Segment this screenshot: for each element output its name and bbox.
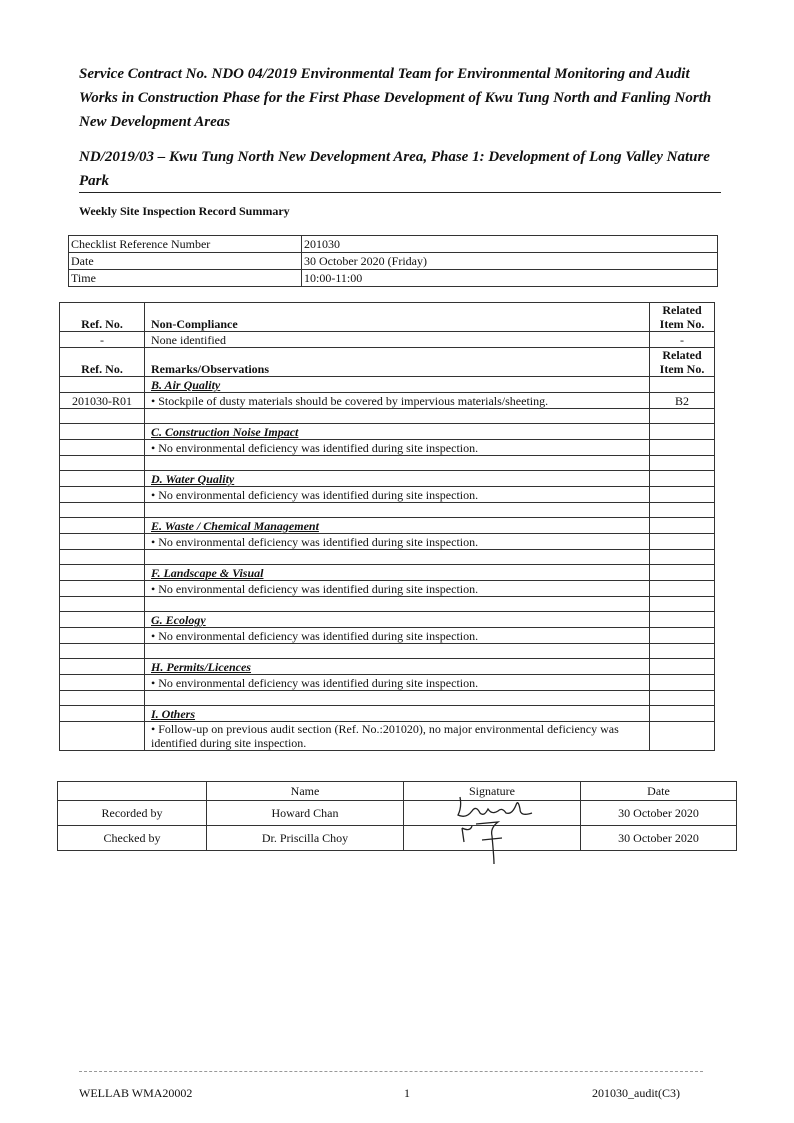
info-row-time — [69, 270, 718, 287]
observation-text: • Follow-up on previous audit section (Ref. No.:201020), no major environmental deficiency was identified during site inspection. — [145, 722, 650, 751]
observation-text: • No environmental deficiency was identified during site inspection. — [145, 675, 650, 691]
checked-name: Dr. Priscilla Choy — [207, 826, 404, 851]
recorded-name: Howard Chan — [207, 801, 404, 826]
time-value: 10:00-11:00 — [302, 270, 718, 287]
signoff-header-row — [58, 782, 737, 801]
spacer-row — [60, 550, 715, 565]
observation-ref — [60, 628, 145, 644]
category-title: C. Construction Noise Impact — [145, 424, 650, 440]
observations-table — [59, 302, 715, 751]
category-row — [60, 424, 715, 440]
observation-ref — [60, 440, 145, 456]
observation-row — [60, 581, 715, 597]
col-ref-header: Ref. No. — [60, 303, 145, 332]
col-ref-header: Ref. No. — [60, 348, 145, 377]
observation-related — [650, 487, 715, 503]
observation-ref — [60, 722, 145, 751]
observation-related — [650, 675, 715, 691]
category-title: I. Others — [145, 706, 650, 722]
project-subtitle: ND/2019/03 – Kwu Tung North New Development Area, Phase 1: Development of Long Valley Nature Park — [79, 149, 710, 189]
col-date-header: Date — [581, 782, 737, 801]
date-label: Date — [69, 253, 302, 270]
category-row — [60, 377, 715, 393]
observation-row — [60, 487, 715, 503]
observation-row — [60, 628, 715, 644]
category-row — [60, 706, 715, 722]
observation-ref — [60, 581, 145, 597]
info-row-date — [69, 253, 718, 270]
signature-choy — [454, 818, 534, 866]
observation-related: B2 — [650, 393, 715, 409]
observation-row — [60, 393, 715, 409]
observation-row — [60, 722, 715, 751]
checked-label: Checked by — [58, 826, 207, 851]
col-name-header: Name — [207, 782, 404, 801]
signoff-table — [57, 781, 737, 851]
observation-related — [650, 440, 715, 456]
observation-text: • No environmental deficiency was identified during site inspection. — [145, 487, 650, 503]
observation-text: • Stockpile of dusty materials should be covered by impervious materials/sheeting. — [145, 393, 650, 409]
nc-related: - — [650, 332, 715, 348]
footer-left: WELLAB WMA20002 — [79, 1086, 193, 1100]
category-title: E. Waste / Chemical Management — [145, 518, 650, 534]
col-remarks-header: Remarks/Observations — [145, 348, 650, 377]
col-signature-header: Signature — [404, 782, 581, 801]
spacer-row — [60, 691, 715, 706]
col-noncompliance-header: Non-Compliance — [145, 303, 650, 332]
observation-text: • No environmental deficiency was identified during site inspection. — [145, 440, 650, 456]
footer-divider — [79, 1071, 703, 1072]
category-row — [60, 518, 715, 534]
col-related-header: Related Item No. — [650, 348, 715, 377]
observation-row — [60, 675, 715, 691]
category-title: F. Landscape & Visual — [145, 565, 650, 581]
observation-related — [650, 581, 715, 597]
observation-ref: 201030-R01 — [60, 393, 145, 409]
observation-row — [60, 534, 715, 550]
observation-related — [650, 722, 715, 751]
category-title: G. Ecology — [145, 612, 650, 628]
observation-ref — [60, 534, 145, 550]
section-title: Weekly Site Inspection Record Summary — [79, 204, 290, 218]
observation-related — [650, 628, 715, 644]
page-number: 1 — [404, 1086, 410, 1100]
nc-text: None identified — [145, 332, 650, 348]
spacer-row — [60, 409, 715, 424]
observation-row — [60, 440, 715, 456]
checked-signature — [404, 826, 581, 851]
observation-text: • No environmental deficiency was identified during site inspection. — [145, 628, 650, 644]
recorded-row — [58, 801, 737, 826]
ref-label: Checklist Reference Number — [69, 236, 302, 253]
remarks-header-row — [60, 348, 715, 377]
category-title: D. Water Quality — [145, 471, 650, 487]
recorded-label: Recorded by — [58, 801, 207, 826]
noncompliance-header-row — [60, 303, 715, 332]
ref-value: 201030 — [302, 236, 718, 253]
category-row — [60, 612, 715, 628]
observation-related — [650, 534, 715, 550]
category-row — [60, 471, 715, 487]
category-title: B. Air Quality — [145, 377, 650, 393]
col-related-header: Related Item No. — [650, 303, 715, 332]
info-row-ref — [69, 236, 718, 253]
contract-title: Service Contract No. NDO 04/2019 Environmental Team for Environmental Monitoring and Audit Works in Construction Phase for the First Phase Development of Kwu Tung North and Fanling North New Development Areas — [79, 66, 712, 130]
checked-date: 30 October 2020 — [581, 826, 737, 851]
spacer-row — [60, 456, 715, 471]
spacer-row — [60, 503, 715, 518]
time-label: Time — [69, 270, 302, 287]
nc-ref: - — [60, 332, 145, 348]
header-divider — [79, 192, 721, 193]
category-row — [60, 565, 715, 581]
footer-right: 201030_audit(C3) — [592, 1086, 680, 1100]
date-value: 30 October 2020 (Friday) — [302, 253, 718, 270]
observation-text: • No environmental deficiency was identified during site inspection. — [145, 581, 650, 597]
category-row — [60, 659, 715, 675]
observation-ref — [60, 487, 145, 503]
recorded-date: 30 October 2020 — [581, 801, 737, 826]
checked-row — [58, 826, 737, 851]
spacer-row — [60, 644, 715, 659]
noncompliance-row — [60, 332, 715, 348]
inspection-info-table — [68, 235, 718, 287]
category-title: H. Permits/Licences — [145, 659, 650, 675]
observation-text: • No environmental deficiency was identified during site inspection. — [145, 534, 650, 550]
observation-ref — [60, 675, 145, 691]
spacer-row — [60, 597, 715, 612]
